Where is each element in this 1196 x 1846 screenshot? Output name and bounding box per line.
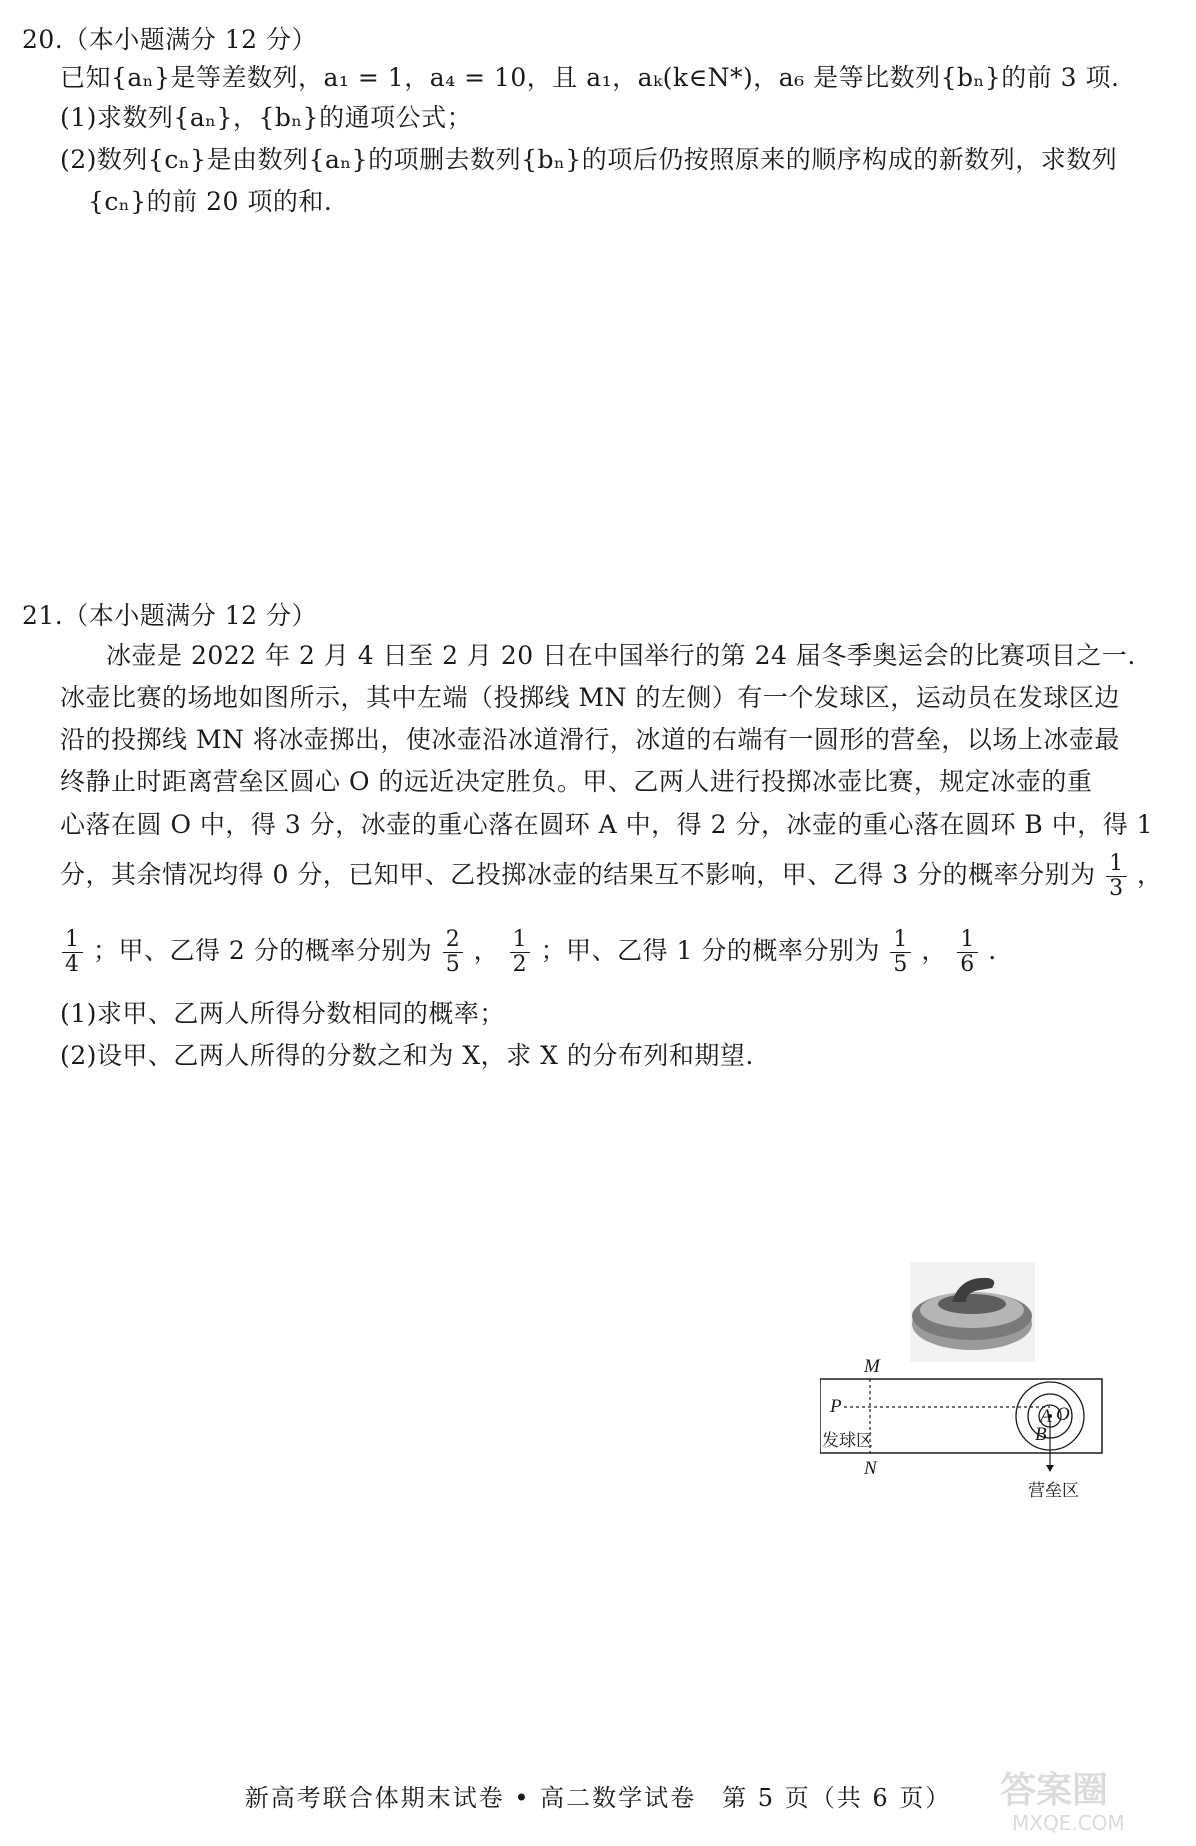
- q21-part1: (1)求甲、乙两人所得分数相同的概率；: [60, 999, 505, 1028]
- q21-paragraph-line: 冰壶比赛的场地如图所示，其中左端（投掷线 MN 的左侧）有一个发球区，运动员在发球区边: [60, 683, 1120, 712]
- q21-text: ，: [1137, 860, 1163, 889]
- label-A: A: [1040, 1406, 1052, 1427]
- q21-paragraph-line: 心落在圆 O 中，得 3 分，冰壶的重心落在圆环 A 中，得 2 分，冰壶的重心落在圆环 B 中，得 1: [60, 810, 1154, 839]
- watermark-url: MXQE.COM: [1012, 1811, 1125, 1835]
- fraction-numerator: 1: [62, 928, 83, 953]
- fraction-denominator: 6: [960, 952, 975, 977]
- q21-header: 21.（本小题满分 12 分）: [22, 601, 317, 630]
- q20-part1: (1)求数列{aₙ}，{bₙ}的通项公式；: [60, 103, 473, 132]
- fraction-one-fifth: [890, 928, 911, 977]
- q21-text: ，: [473, 936, 500, 965]
- house-pointer-arrow: [1046, 1465, 1054, 1472]
- q21-part2: (2)设甲、乙两人所得的分数之和为 X，求 X 的分布列和期望.: [60, 1041, 754, 1070]
- fraction-denominator: 2: [512, 952, 528, 977]
- q20-statement: 已知{aₙ}是等差数列，a₁ = 1，a₄ = 10，且 a₁，aₖ(k∈N*)，a₆ 是等比数列{bₙ}的前 3 项.: [60, 63, 1120, 92]
- rink-diagram: [820, 1356, 1102, 1501]
- q21-probability-line-2: [60, 928, 997, 977]
- q21-text: ；甲、乙得 2 分的概率分别为: [92, 936, 433, 965]
- q20-part2-line2: {cₙ}的前 20 项的和.: [88, 187, 333, 216]
- watermark-logo: [992, 1762, 1182, 1838]
- q21-paragraph-line: 冰壶是 2022 年 2 月 4 日至 2 月 20 日在中国举行的第 24 届冬季奥运会的比赛项目之一.: [106, 641, 1136, 670]
- fraction-one-half: [510, 928, 531, 977]
- fraction-numerator: 1: [510, 928, 531, 953]
- fraction-numerator: 1: [957, 928, 978, 953]
- label-P: P: [830, 1396, 842, 1417]
- fraction-one-sixth: [957, 928, 978, 977]
- q21-text: ；甲、乙得 1 分的概率分别为: [540, 936, 880, 965]
- fraction-numerator: 1: [1106, 852, 1127, 877]
- label-N: N: [864, 1458, 877, 1479]
- page-footer: 新高考联合体期末试卷 • 高二数学试卷 第 5 页（共 6 页）: [244, 1784, 952, 1812]
- fraction-one-third: [1106, 852, 1127, 901]
- label-O: O: [1056, 1404, 1070, 1425]
- fraction-denominator: 5: [893, 952, 908, 977]
- fraction-denominator: 4: [65, 952, 80, 977]
- q20-part2-line1: (2)数列{cₙ}是由数列{aₙ}的项删去数列{bₙ}的项后仍按照原来的顺序构成的新数列，求数列: [60, 145, 1118, 174]
- label-M: M: [864, 1356, 880, 1377]
- fraction-two-fifths: [443, 928, 464, 977]
- fraction-denominator: 3: [1109, 876, 1124, 901]
- watermark-title: 答案圈: [1000, 1770, 1109, 1811]
- fraction-denominator: 5: [445, 952, 461, 977]
- q21-paragraph-line: 沿的投掷线 MN 将冰壶掷出，使冰壶沿冰道滑行，冰道的右端有一圆形的营垒，以场上冰壶最: [60, 725, 1120, 754]
- fraction-numerator: 2: [443, 928, 464, 953]
- curling-figure: [820, 1262, 1180, 1522]
- curling-stone-photo: [910, 1262, 1035, 1362]
- label-serving-zone: 发球区: [822, 1431, 873, 1451]
- q21-text: ，: [921, 936, 947, 965]
- fraction-one-quarter: [62, 928, 83, 977]
- fraction-numerator: 1: [890, 928, 911, 953]
- q21-probability-line-1: [60, 852, 1163, 901]
- q20-header: 20.（本小题满分 12 分）: [22, 25, 317, 54]
- label-B: B: [1035, 1424, 1047, 1445]
- q21-text: .: [988, 936, 997, 965]
- q21-text: 分，其余情况均得 0 分，已知甲、乙投掷冰壶的结果互不影响，甲、乙得 3 分的概率分别为: [60, 860, 1096, 889]
- label-house-zone: 营垒区: [1028, 1481, 1079, 1501]
- q21-paragraph-line: 终静止时距离营垒区圆心 O 的远近决定胜负。甲、乙两人进行投掷冰壶比赛，规定冰壶的重: [60, 767, 1093, 796]
